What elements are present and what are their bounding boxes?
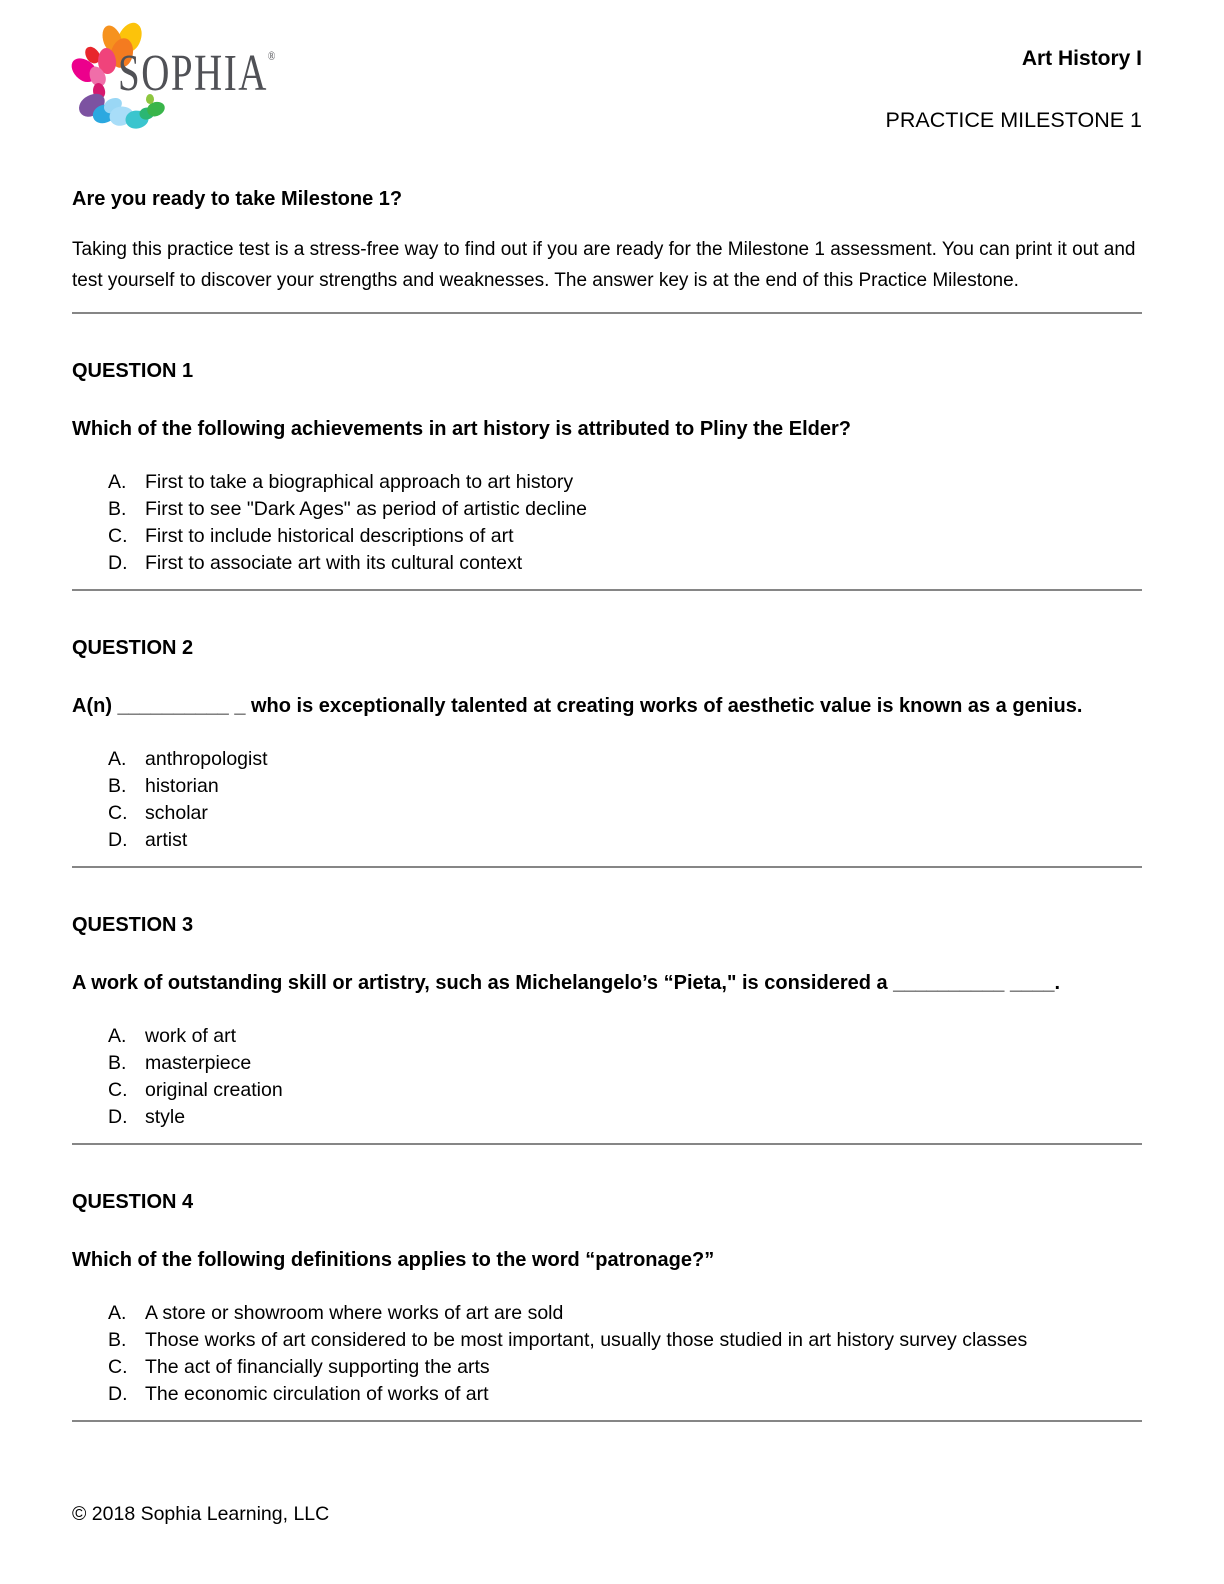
intro-heading: Are you ready to take Milestone 1? <box>72 188 403 210</box>
sophia-logo-wordmark <box>118 44 275 103</box>
section-divider <box>72 589 1142 591</box>
question-3 <box>72 914 1142 1127</box>
option-text: First to include historical descriptions of art <box>145 525 514 547</box>
footer <box>72 1503 329 1526</box>
option-letter: B. <box>108 1052 127 1074</box>
question-4-prompt: Which of the following definitions applies to the word “patronage?” <box>72 1249 715 1271</box>
option-text: original creation <box>145 1079 283 1101</box>
header <box>72 20 1142 146</box>
intro-body: Taking this practice test is a stress-free way to find out if you are ready for the Milestone 1 assessment. You can print it out and test yourself to discover your strengths and weaknesses. The answer key is at the end of this Practice Milestone. <box>72 239 1136 291</box>
sophia-logo <box>72 20 372 146</box>
option-text: First to associate art with its cultural context <box>145 552 523 574</box>
option-b <box>72 499 1142 519</box>
option-text: First to see "Dark Ages" as period of artistic decline <box>145 498 587 520</box>
milestone-title: PRACTICE MILESTONE 1 <box>885 108 1142 132</box>
option-d <box>72 1107 1142 1127</box>
intro-section <box>72 188 1142 296</box>
section-divider <box>72 866 1142 868</box>
option-text: A store or showroom where works of art are sold <box>145 1302 564 1324</box>
option-letter: B. <box>108 1329 127 1351</box>
option-a <box>72 1303 1142 1323</box>
registered-trademark-icon: ® <box>267 48 276 63</box>
question-3-options <box>72 1026 1142 1127</box>
question-1-label: QUESTION 1 <box>72 360 194 382</box>
question-4-options <box>72 1303 1142 1404</box>
brand-name: SOPHIA <box>118 45 268 102</box>
option-letter: D. <box>108 1106 128 1128</box>
option-b <box>72 776 1142 796</box>
option-text: anthropologist <box>145 748 268 770</box>
question-3-prompt: A work of outstanding skill or artistry, such as Michelangelo’s “Pieta," is considered a __________ ____. <box>72 972 1061 994</box>
question-1-prompt: Which of the following achievements in art history is attributed to Pliny the Elder? <box>72 418 851 440</box>
option-text: work of art <box>145 1025 237 1047</box>
option-c <box>72 803 1142 823</box>
option-text: historian <box>145 775 219 797</box>
course-title: Art History I <box>1021 47 1142 70</box>
option-letter: A. <box>108 1025 127 1047</box>
option-letter: C. <box>108 1356 128 1378</box>
option-text: The economic circulation of works of art <box>145 1383 489 1405</box>
option-letter: C. <box>108 1079 128 1101</box>
option-text: The act of financially supporting the arts <box>145 1356 490 1378</box>
option-letter: B. <box>108 775 127 797</box>
option-text: style <box>145 1106 186 1128</box>
option-letter: B. <box>108 498 127 520</box>
question-4 <box>72 1191 1142 1404</box>
option-letter: C. <box>108 525 128 547</box>
question-2-prompt: A(n) __________ _ who is exceptionally talented at creating works of aesthetic value is known as a genius. <box>72 695 1083 717</box>
option-b <box>72 1053 1142 1073</box>
option-letter: A. <box>108 748 127 770</box>
option-a <box>72 472 1142 492</box>
option-text: artist <box>145 829 188 851</box>
option-letter: A. <box>108 471 127 493</box>
question-2-label: QUESTION 2 <box>72 637 194 659</box>
option-a <box>72 749 1142 769</box>
option-d <box>72 830 1142 850</box>
section-divider <box>72 1420 1142 1422</box>
option-c <box>72 1080 1142 1100</box>
option-letter: D. <box>108 552 128 574</box>
question-3-label: QUESTION 3 <box>72 914 194 936</box>
header-titles <box>886 20 1142 133</box>
option-c <box>72 1357 1142 1377</box>
option-d <box>72 553 1142 573</box>
option-letter: D. <box>108 1383 128 1405</box>
section-divider <box>72 1143 1142 1145</box>
question-2-options <box>72 749 1142 850</box>
question-1-options <box>72 472 1142 573</box>
option-b <box>72 1330 1142 1350</box>
option-c <box>72 526 1142 546</box>
question-1 <box>72 360 1142 573</box>
question-4-label: QUESTION 4 <box>72 1191 194 1213</box>
option-text: masterpiece <box>145 1052 252 1074</box>
option-d <box>72 1384 1142 1404</box>
question-2 <box>72 637 1142 850</box>
option-letter: D. <box>108 829 128 851</box>
section-divider <box>72 312 1142 314</box>
option-text: scholar <box>145 802 208 824</box>
option-a <box>72 1026 1142 1046</box>
option-text: First to take a biographical approach to art history <box>145 471 574 493</box>
option-text: Those works of art considered to be most important, usually those studied in art history survey classes <box>145 1329 1028 1351</box>
copyright-text: © 2018 Sophia Learning, LLC <box>72 1503 330 1525</box>
option-letter: A. <box>108 1302 127 1324</box>
option-letter: C. <box>108 802 128 824</box>
